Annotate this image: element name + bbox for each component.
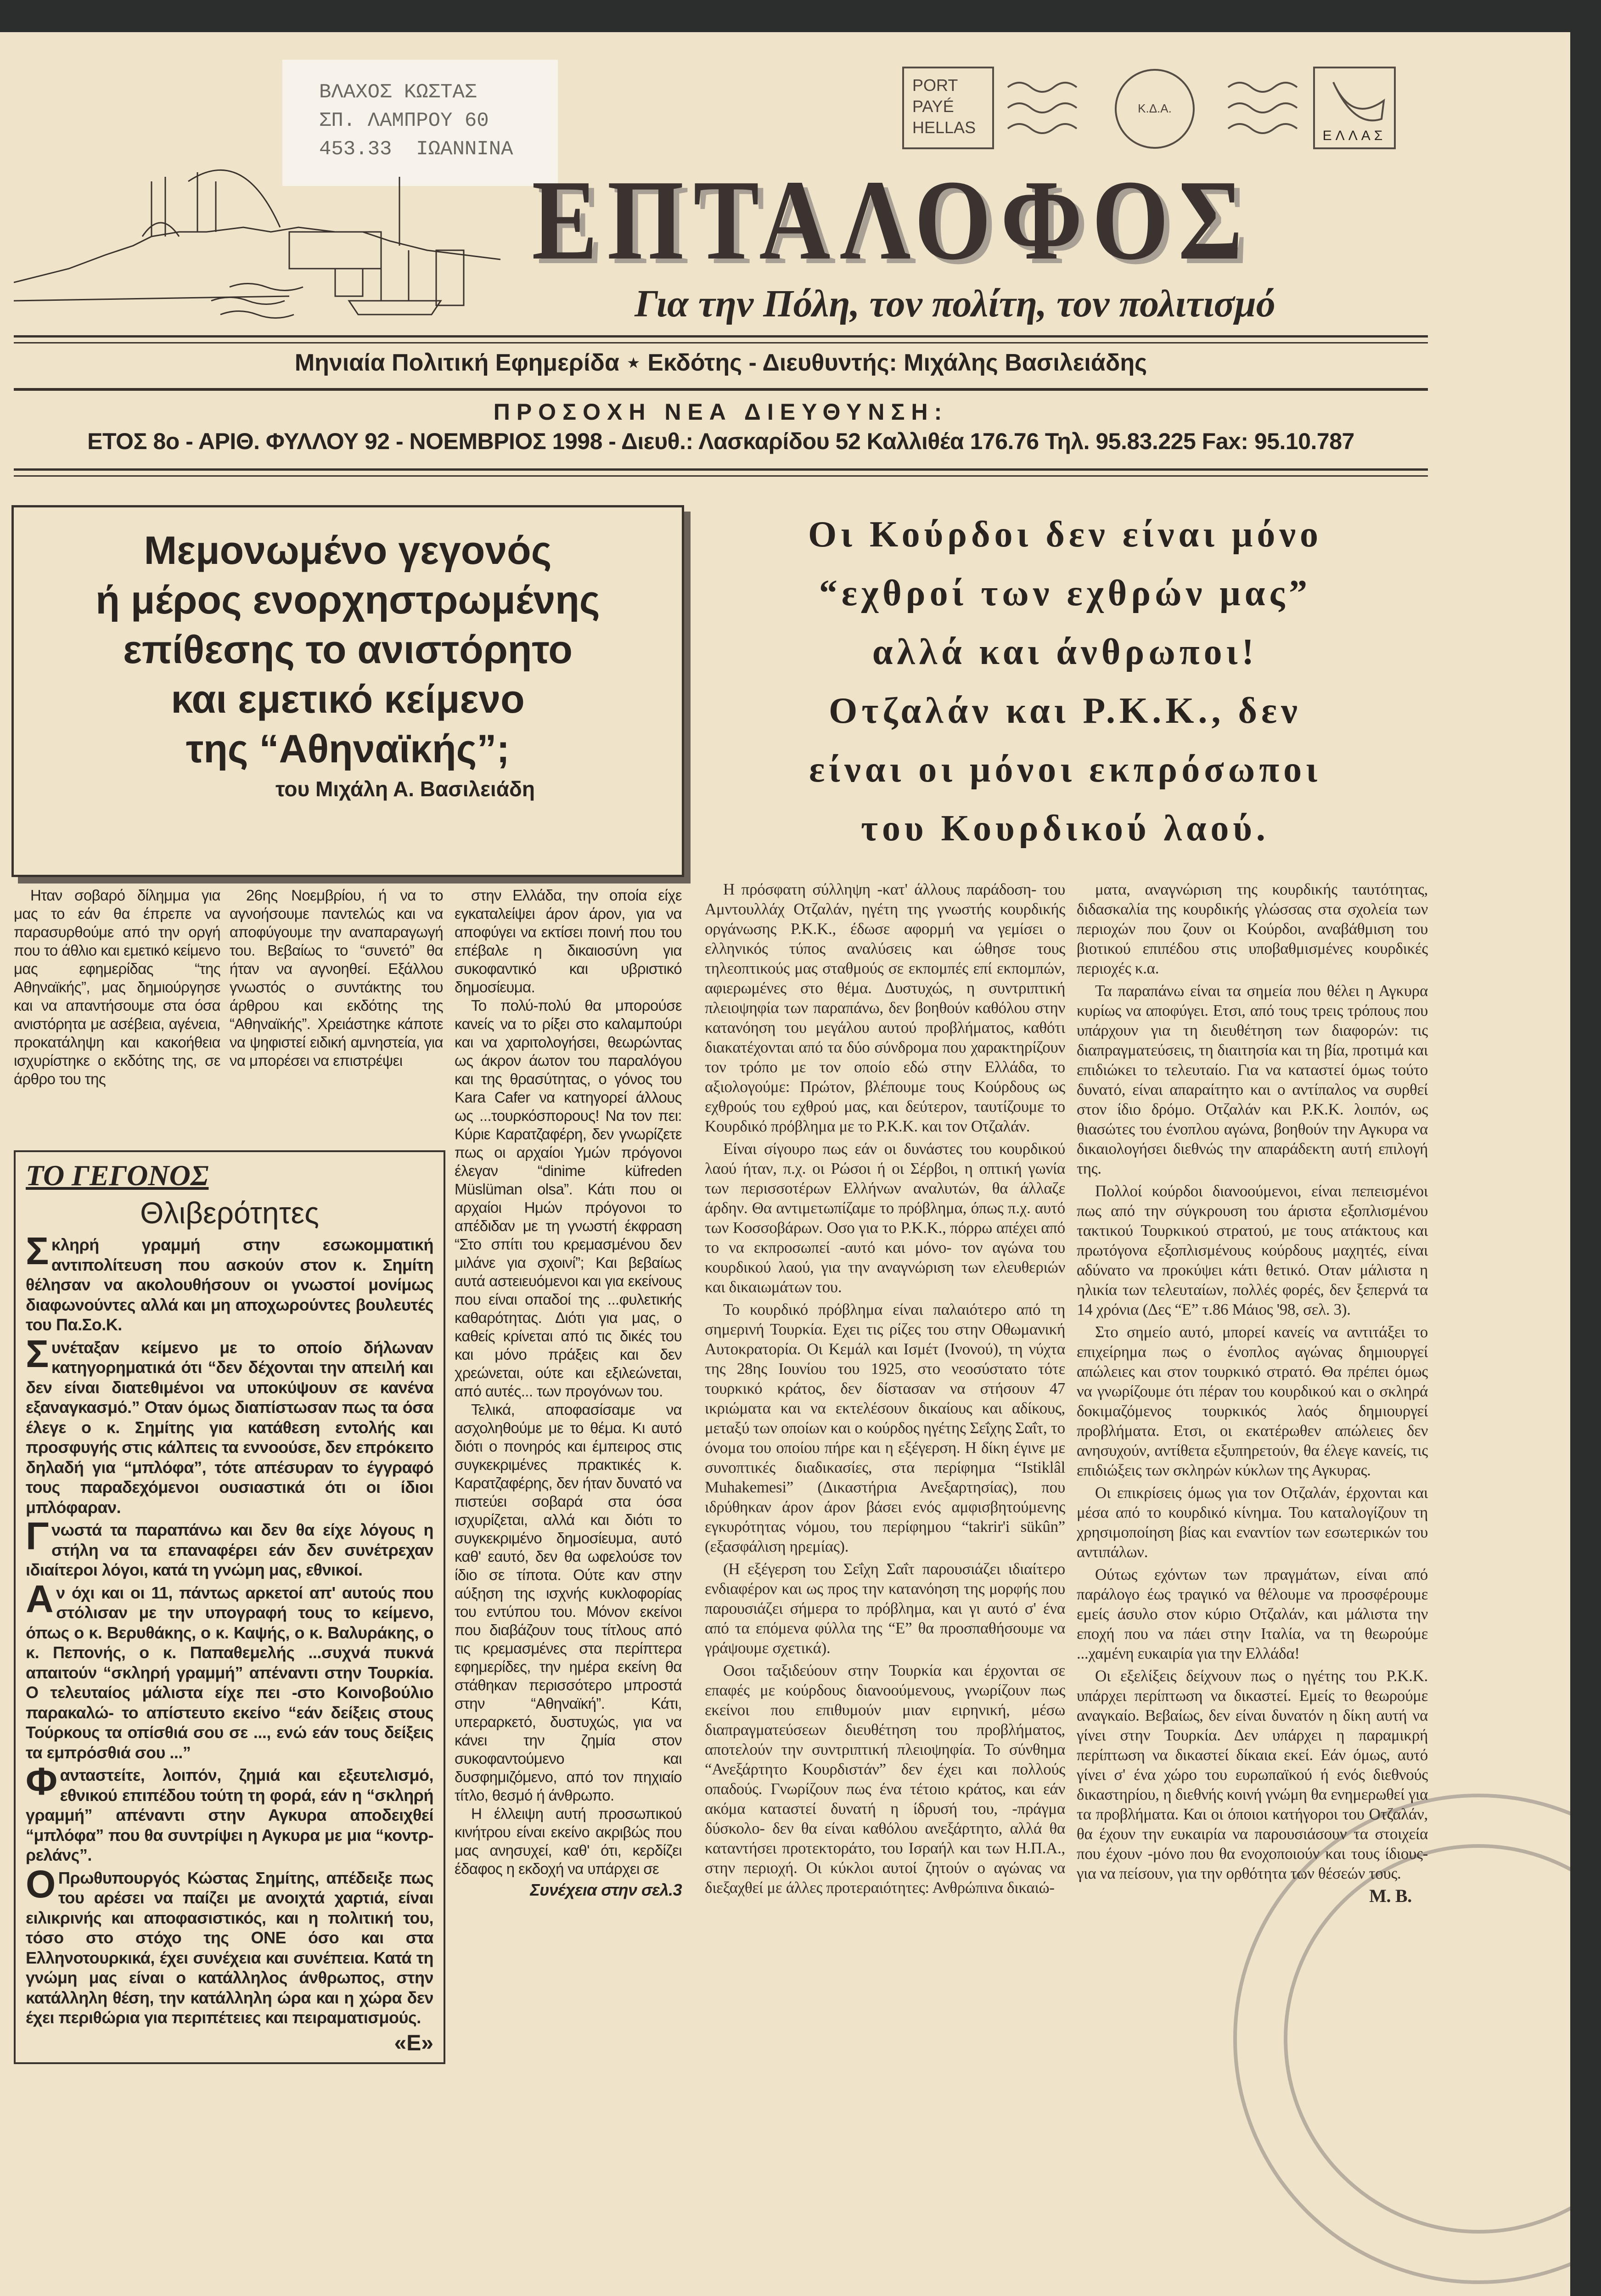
divider [14,468,1428,477]
address-notice: ΠΡΟΣΟΧΗ ΝΕΑ ΔΙΕΥΘΥΝΣΗ: [493,399,949,425]
masthead-title: ΕΠΤΑΛΟΦΟΣ [532,157,1253,284]
headline-line: Οι Κούρδοι δεν είναι μόνο [808,514,1323,555]
scanner-background-top [0,0,1601,32]
right-article-col1 [705,879,1065,1900]
issue-line: ΕΤΟΣ 8ο - ΑΡΙΘ. ΦΥΛΛΟΥ 92 - ΝΟΕΜΒΡΙΟΣ 1998 - Διευθ.: Λασκαρίδου 52 Καλλιθέα 176.76 Τηλ. 95.83.225 Fax: 95.10.787 [87,428,1354,454]
signature: «Ε» [394,2031,433,2055]
left-article-col1 [14,886,220,1088]
address-line: ΒΛΑΧΟΣ ΚΩΣΤΑΣ [319,81,477,104]
paragraph: Ούτως εχόντων των πραγμάτων, είναι από παράλογο έως τραγικό να θέλουμε να προσφέρουμε εμείς άσυλο στον κύριο Οτζαλάν, και μάλιστα την εποχή που να πάει στην Ιταλία, να τη θεωρούμε ...χαμένη ευκαιρία για την Ελλάδα! [1077,1565,1428,1662]
paragraph: Ηταν σοβαρό δίλημμα για μας το εάν θα έπρεπε να παρασυρθούμε από την οργή που το άθλιο και εμετικό κείμενο μας εφημερίδας “της Αθηναϊκής”, μας δημιούργησε και να απαντήσουμε στα όσα ανιστόρητα με ασέβεια, αγένεια, προκατάληψη και κακοήθεια ισχυρίστηκε ο εκδότης της, σε άρθρο του της [14,887,220,1087]
paragraph: Η έλλειψη αυτή προσωπικού κινήτρου είναι εκείνο ακριβώς που μας ανησυχεί, καθ' ότι, κερδίζει έδαφος η εκδοχή να υπάρχει σε [455,1805,682,1877]
paragraph: Αν όχι και οι 11, πάντως αρκετοί απ' αυτούς που στόλισαν με την υπογραφή τους το κείμενο, όπως ο κ. Βερυθάκης, ο κ. Καψής, ο κ. Βαλυράκης, ο κ. Πεπονής, ο κ. Παπαθεμελής ...συχνά πυκνά απαιτούν “σκληρή γραμμή” απέναντι στην Τουρκία. Ο τελευταίος μάλιστα είχε πει -στο Κοινοβούλιο παρακαλώ- το απίστευτο εκείνο “εάν δείξεις στους Τούρκους τα οπίσθιά σου σε ..., ενώ εάν τους δείξεις τα εμπρόσθιά σου ...” [26,1577,433,1762]
address-line: 453.33 ΙΩΑΝΝΙΝΑ [319,138,513,161]
headline-line: είναι οι μόνοι εκπρόσωποι [809,749,1321,790]
headline-line: Οτζαλάν και Ρ.Κ.Κ., δεν [829,691,1302,731]
paragraph: 26ης Νοεμβρίου, ή να το αγνοήσουμε παντελώς και να αποφύγουμε την αναπαραγωγή του. Βεβαίως το “συνετό” θα ήταν να αγνοηθεί. Εξάλλου γνωστός ο συντάκτης του άρθρου και εκδότης της “Αθηναϊκής”. Χρειάστηκε κάποτε να ψηφιστεί ειδική αμνηστεία, για να μπορέσει να επιστρέψει [230,887,443,1069]
left-article-headline-box [11,505,684,877]
constantinople-skyline-illustration [14,163,510,324]
paragraph: (Η εξέγερση του Σεΐχη Σαΐτ παρουσιάζει ιδιαίτερο ενδιαφέρον και ως προς την κατανόηση της μορφής που παρουσιάζει σήμερα το πρόβλημα, και γι αυτό σ' ένα από τα επόμενα φύλλα της “Ε” θα προσπαθήσουμε να γράψουμε σχετικά). [705,1560,1065,1657]
paragraph: Οι επικρίσεις όμως για τον Οτζαλάν, έρχονται και μέσα από το κουρδικό κίνημα. Του καταλογίζουν τη χρησιμοποίηση βίας και εναντίον των εσωτερικών του αντιπάλων. [1077,1484,1428,1561]
column-kicker: ΤΟ ΓΕΓΟΝΟΣ [26,1159,209,1192]
left-article-col3 [455,886,682,1899]
port-text: PORT [912,76,958,95]
country-text: ΕΛΛΑΣ [1322,128,1387,143]
port-text: PAYÉ [912,97,954,116]
headline-line: επίθεσης το ανιστόρητο [123,628,573,672]
paragraph: στην Ελλάδα, την οποία είχε εγκαταλείψει άρον άρον, για να αποφύγει να εκτίσει ποινή που του επέβαλε η δικαιοσύνη για συκοφαντικό και υβριστικό δημοσίευμα. [455,887,682,996]
paragraph: ματα, αναγνώριση της κουρδικής ταυτότητας, διδασκαλία της κουρδικής γλώσσας στα σχολεία των περιοχών που ζουν οι Κούρδοι, αναβάθμιση του βιοτικού επιπέδου στις υποβαθμισμένες κουρδικές περιοχές κ.α. [1077,880,1428,977]
paragraph: Το πολύ-πολύ θα μπορούσε κανείς να το ρίξει στο καλαμπούρι και να χαριτολογήσει, θεωρώντας ως άκρον άωτον του παραλόγου και της θρασύτητας, ο γόνος του Kara Cafer να κατηγορεί άλλους ως ...τουρκόσπορους! Να τον πει: Κύριε Καρατζαφέρη, δεν γνωρίζετε πως οι αρχαίοι Υμών πρόγονοι έλεγαν “dinime küfreden Müslüman olsa”. Κάτι που οι αρχαίοι Ημών πρόγονοι το απέδιδαν με τη γνωστή έκφραση “Στο σπίτι του κρεμασμένου δεν μιλάνε για σχοινί”; Και βεβαίως αυτά αστειευόμενοι και για εκείνους που είναι οπαδοί της ...φυλετικής καθαρότητας. Διότι για μας, ο καθείς κρίνεται από τις δικές του και μόνο πράξεις και δεν χρεώνεται, ούτε και εξιλεώνεται, από αυτές... των προγόνων του. [455,997,682,1400]
signature: Μ. Β. [1369,1885,1412,1906]
left-headline [14,526,682,774]
paragraph: Το κουρδικό πρόβλημα είναι παλαιότερο από τη σημερινή Τουρκία. Εχει τις ρίζες του στην Οθωμανική Αυτοκρατορία. Οι Κεμάλ και Ισμέτ (Ινονού), τη νύχτα της 28ης Ιουνίου του 1925, στο νεοσύστατο τότε τουρκικό κράτος, δεν δίστασαν να στήσουν 47 ικριώματα και να εκτελέσουν δικαίους και αδίκους, μεταξύ των οποίων και ο κούρδος ηγέτης Σεΐχης Σαΐτ, το όνομα του οποίου πήρε και η εξέγερση. Η δίκη έγινε με συνοπτικές διαδικασίες, στα περίφημα “Istiklâl Muhakemesi” (Δικαστήρια Ανεξαρτησίας), που ιδρύθηκαν άρον άρον βάσει ενός αμφισβητούμενης εγκυρότητας νόμου, του περίφημου “takrir'i sükûn” (εξασφάλιση ηρεμίας). [705,1300,1065,1555]
paragraph: Τελικά, αποφασίσαμε να ασχοληθούμε με το θέμα. Κι αυτό διότι ο πονηρός και έμπειρος στις συγκεκριμένες πρακτικές κ. Καρατζαφέρης, δεν ήταν δυνατό να πιστεύει σοβαρά στα όσα ισχυρίζεται, αλλά και διότι το συγκεκριμένο δημοσίευμα, αυτό καθ' εαυτό, δεν θα ωφελούσε τον ίδιο σε τίποτα. Ούτε καν στην αύξηση της ισχνής κυκλοφορίας του εντύπου του. Μόνον εκείνοι που διαβάζουν τους τίτλους από τις κρεμασμένες στα περίπτερα εφημερίδες, την ημέρα εκείνη θα στάθηκαν περισσότερο μπροστά στην “Αθηναϊκή”. Κάτι, υπεραρκετό, δυστυχώς, για να κάνει την ζημία στον συκοφαντούμενο και δυσφημιζόμενο, από τον πηχιαίο τίτλο, θεσμό ή άνθρωπο. [455,1401,682,1804]
postmark-center-text: Κ.Δ.Α. [1138,101,1172,115]
paragraph: Φανταστείτε, λοιπόν, ζημιά και εξευτελισμό, εθνικού επιπέδου τούτη τη φορά, εάν η “σκληρή γραμμή” απέναντι στην Αγκυρα αποδειχθεί “μπλόφα” που θα συντρίψει η Αγκυρα με μια “κοντρ-ρελάνς”. [26,1760,433,1864]
paragraph: Είναι σίγουρο πως εάν οι δυνάστες του κουρδικού λαού ήταν, π.χ. οι Ρώσοι ή οι Σέρβοι, η οπτική γωνία των περισσοτέρων Ελλήνων αναλυτών, θα άλλαζε άρδην. Θα αντιμετωπίζαμε το πρόβλημα, όπως π.χ. αυτό των Κοσσοβάρων. Οσο για το Ρ.Κ.Κ., πόρρω απέχει από το να εκπροσωπεί -αυτό και μόνο- τον αγώνα του κουρδικού λαού, για την αναγνώριση των ελευθεριών και δικαιωμάτων του. [705,1140,1065,1296]
paragraph: Η πρόσφατη σύλληψη -κατ' άλλους παράδοση- του Αμντουλλάχ Οτζαλάν, ηγέτη της γνωστής κουρδικής οργάνωσης Ρ.Κ.Κ., έδωσε αφορμή να γεμίσει ο ελληνικός τύπος αναλύσεις και ώθησε τους τηλεοπτικούς μας σταθμούς σε εκπομπές επί εκπομπών, αφιερωμένες στο θέμα. Δυστυχώς, η συντριπτική πλειοψηφία των παραπάνω, δεν βοηθούν καθόλου στην κατανόηση του μεγάλου αυτού προβλήματος, καθότι διακατέχονται από τα δύο σύνδρομα που χαρακτηρίζουν τον τρόπο με τον οποίο εδώ στην Ελλάδα, το αξιολογούμε: Πρώτον, βλέπουμε τους Κούρδους ως εχθρούς του εχθρού μας, και δεύτερον, ταυτίζουμε το Κουρδικό πρόβλημα με το Ρ.Κ.Κ. και τον Οτζαλάν. [705,880,1065,1135]
byline: του Μιχάλη Α. Βασιλειάδη [275,777,535,801]
headline-line: ή μέρος ενορχηστρωμένης [95,578,600,622]
post-horn-icon [1315,68,1394,128]
paragraph: Συνέταξαν κείμενο με το οποίο δήλωναν κατηγορηματικά ότι “δεν δέχονται την απειλή και δεν είναι διατεθιμένοι να υποκύψουν σε κανένα εξαναγκασμό.” Οταν όμως διαπίστωσαν πως τα όσα έλεγε ο κ. Σημίτης για κατάθεση εντολής και προσφυγής στις κάλπεις τα εννοούσε, δεν επρόκειτο δηλαδή για “μπλόφα”, τότε απέσυραν το έγγραφό τους παραδεχόμενοι ουσιαστικά ότι οι ίδιοι μπλόφαραν. [26,1332,433,1517]
paragraph: Τα παραπάνω είναι τα σημεία που θέλει η Αγκυρα κυρίως να αποφύγει. Ετσι, από τους τρεις τρόπους που υπάρχουν για τη διευθέτηση των διαφορών: τις διαπραγματεύσεις, τη διαιτησία και τη βία, προτιμά και επιδιώκει το τελευταίο. Για να καταστεί όμως τούτο δυνατό, είναι απαραίτητο και ο αντίπαλος να συρθεί στον ίδιο δρόμο. Οτζαλάν και Ρ.Κ.Κ. λοιπόν, ως θιασώτες του ένοπλου αγώνα, βοηθούν την Αγκυρα να δικαιολογήσει διεθνώς την απαράδεκτη αυτή επιλογή της. [1077,982,1428,1177]
volume-binding-edge [1570,0,1601,2296]
paragraph: Οσοι ταξιδεύουν στην Τουρκία και έρχονται σε επαφές με κούρδους διανοούμενους, γνωρίζουν πως εκείνοι που επιθυμούν μιαν ειρηνική, μέσω διαπραγματεύσεων διευθέτηση του προβλήματος, αποτελούν την συντριπτική πλειοψηφία. Το σύνθημα “Ανεξάρτητο Κουρδιστάν” δεν έχει και πολλούς οπαδούς. Γνωρίζουν πως ένα τέτοιο κράτος, και εάν ακόμα καταστεί δυνατή η ίδρυσή του, -πράγμα δύσκολο- δεν θα είναι καθόλου ανεξάρτητο, αλλά θα καταντήσει προτεκτοράτο, του Ισραήλ και των Η.Π.Α., στην περιοχή. Οι κύκλοι αυτοί ζητούν ο αγώνας να διεξαχθεί με άλλες προτεραιότητες: Ανθρώπινα δικαιώ- [705,1661,1065,1896]
to-gegonos-box [14,1150,445,2064]
port-text: HELLAS [912,118,976,137]
paragraph: Γνωστά τα παραπάνω και δεν θα είχε λόγους η στήλη να τα επαναφέρει εάν δεν συνέτρεχαν ιδιαίτεροι λόγοι, κατά τη γνώμη μας, εθνικοί. [26,1514,433,1579]
headline-line: του Κουρδικού λαού. [861,808,1270,849]
divider [14,335,1428,343]
headline-line: “εχθροί των εχθρών μας” [819,573,1312,613]
right-article-col2 [1077,879,1428,1906]
headline-line: αλλά και άνθρωποι! [872,632,1258,672]
headline-line: Μεμονωμένο γεγονός [144,529,552,573]
paragraph: Στο σημείο αυτό, μπορεί κανείς να αντιτάξει το επιχείρημα πως ο ένοπλος αγώνας δημιουργεί απώλειες και στον τουρκικό στρατό. Θα πρέπει όμως να γνωρίζουμε ότι πέραν του κουρδικού και ο σκληρά δοκιμαζόμενος τουρκικός λαός δημιουργεί προβλήματα. Ετσι, οι εκατέρωθεν απώλειες δεν ανησυχούν, αντίθετα εξυπηρετούν, θα έλεγε κανείς, τις επιδιώξεις των σκληρών κύκλων της Αγκυρας. [1077,1323,1428,1479]
postmark-waves-icon [999,67,1311,152]
headline-line: και εμετικό κείμενο [171,677,525,721]
paragraph: Σκληρή γραμμή στην εσωκομματική αντιπολίτευση που ασκούν στον κ. Σημίτη θέλησαν να ακολουθήσουν οι γνωστοί μονίμως διαφωνούντες αλλά και μη αποχωρούντες βουλευτές του Πα.Σο.Κ. [26,1229,433,1334]
continued-note: Συνέχεια στην σελ.3 [530,1880,682,1899]
column-headline: Θλιβερότητες [140,1196,319,1230]
paragraph: Οι εξελίξεις δείχνουν πως ο ηγέτης του Ρ.Κ.Κ. υπάρχει περίπτωση να δικαστεί. Εμείς το θεωρούμε αναγκαίο. Βεβαίως, δεν είναι δυνατόν η δίκη αυτή να γίνει στην Τουρκία. Δεν υπάρχει η παραμικρή περίπτωση να δικαστεί δίκαια εκεί. Εάν όμως, αυτό γίνει σ' ένα χώρο του ευρωπαϊκού ή ενός διεθνούς δικαστηρίου, η διεθνής κοινή γνώμη θα ενημερωθεί για τα προβλήματα. Και οι όποιοι κατήγοροι του Οτζαλάν, θα έχουν την ευκαιρία να παρουσιάσουν τα στοιχεία που έχουν -μόνο που θα ενοχοποιούν και τους ίδιους- για να πείσουν, για την ορθότητα των θέσεών τους. [1077,1667,1428,1882]
publisher-line: Μηνιαία Πολιτική Εφημερίδα ⋆ Εκδότης - Διευθυντής: Μιχάλης Βασιλειάδης [294,349,1147,376]
divider [14,388,1428,391]
right-article-headline [702,505,1428,858]
address-line: ΣΠ. ΛΑΜΠΡΟΥ 60 [319,109,489,132]
postage-marks [902,67,1396,152]
paragraph: ΟΠρωθυπουργός Κώστας Σημίτης, απέδειξε πως του αρέσει να παίζει με ανοιχτά χαρτιά, είναι ειλικρινής και αποφασιστικός, και η πολιτική του, τόσο στο στόχο της ONE όσο και στα Ελληνοτουρκικά, έχει συνέχεια και συνέπεια. Κατά τη γνώμη μας είναι ο κατάλληλος άνθρωπος, στην κατάλληλη θέση, την κατάλληλη ώρα και η χώρα δεν έχει περιθώρια για περιπέτειες και πειραματισμούς. [26,1862,433,2027]
hellas-post-logo [1313,67,1396,149]
masthead-tagline: Για την Πόλη, τον πολίτη, τον πολιτισμό [635,282,1275,325]
paragraph: Πολλοί κούρδοι διανοούμενοι, είναι πεπεισμένοι πως από την σύγκρουση του άριστα εξοπλισμένου τακτικού Τουρκικού στρατού, με τους ατάκτους και πρωτόγονα εξοπλισμένους κούρδους μαχητές, είναι αδύνατο να προκύψει κάτι θετικό. Οταν μάλιστα η ηλικία των τελευταίων, πολλές φορές, δεν ξεπερνά τα 14 χρόνια (Δες “Ε” τ.86 Μάιος '98, σελ. 3). [1077,1182,1428,1318]
port-paye-box [902,67,994,149]
headline-line: της “Αθηναϊκής”; [185,727,510,771]
left-article-col2 [230,886,443,1070]
